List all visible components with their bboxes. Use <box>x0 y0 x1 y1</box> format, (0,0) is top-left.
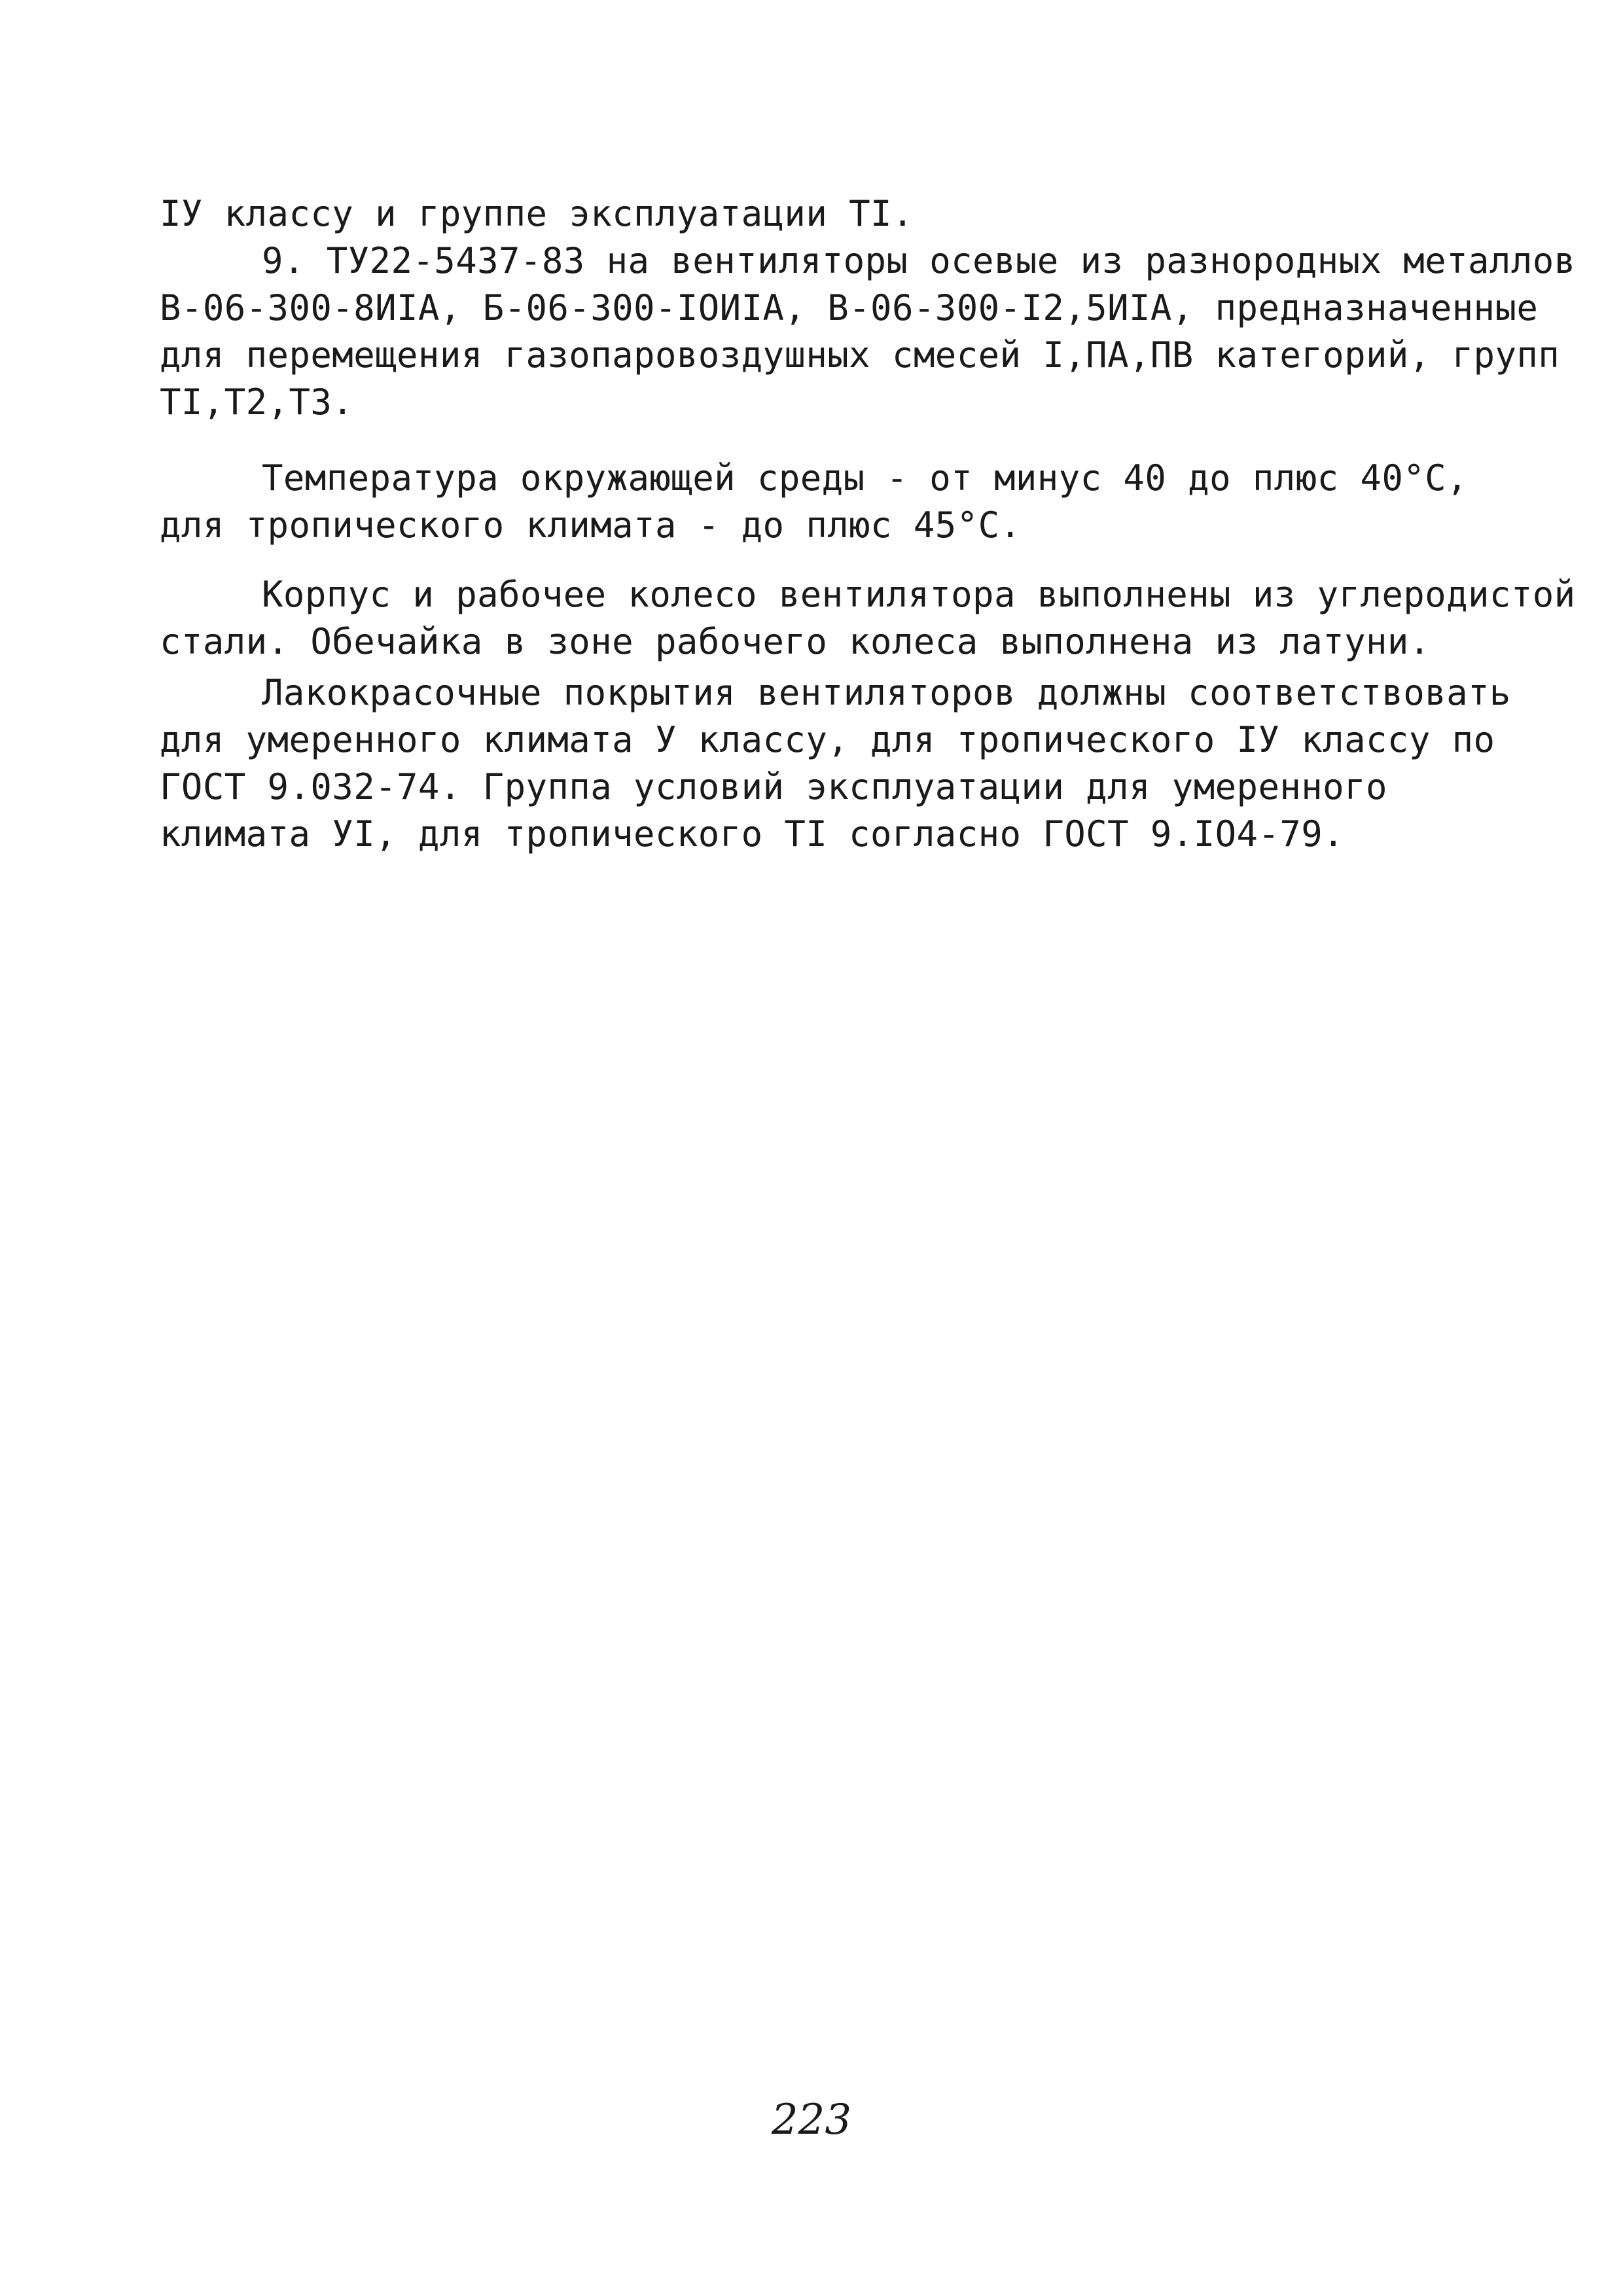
text-line-7: для тропического климата - до плюс 45°С. <box>160 504 1022 546</box>
text-line-2: 9. ТУ22-5437-83 на вентиляторы осевые из разнородных металлов <box>262 240 1576 281</box>
text-line-9: стали. Обечайка в зоне рабочего колеса выполнена из латуни. <box>160 621 1431 662</box>
text-line-1: IУ классу и группе эксплуатации TI. <box>160 193 914 234</box>
text-line-13: климата УI, для тропического TI согласно ГОСТ 9.IО4-79. <box>160 813 1345 855</box>
text-line-4: для перемещения газопаровоздушных смесей I,ПА,ПВ категорий, групп <box>160 334 1560 376</box>
text-line-10: Лакокрасочные покрытия вентиляторов должны соответствовать <box>262 672 1511 713</box>
text-line-6: Температура окружающей среды - от минус 40 до плюс 40°С, <box>262 457 1469 499</box>
text-line-8: Корпус и рабочее колесо вентилятора выполнены из углеродистой <box>262 574 1576 615</box>
text-line-11: для умеренного климата У классу, для тропического IУ классу по <box>160 719 1495 760</box>
text-line-12: ГОСТ 9.032-74. Группа условий эксплуатации для умеренного <box>160 766 1387 807</box>
page-number: 223 <box>771 2096 852 2144</box>
text-line-3: В-06-300-8ИIА, Б-06-300-IОИIА, В-06-300-I2,5ИIА, предназначенные <box>160 287 1539 328</box>
text-line-5: TI,T2,T3. <box>160 381 354 423</box>
